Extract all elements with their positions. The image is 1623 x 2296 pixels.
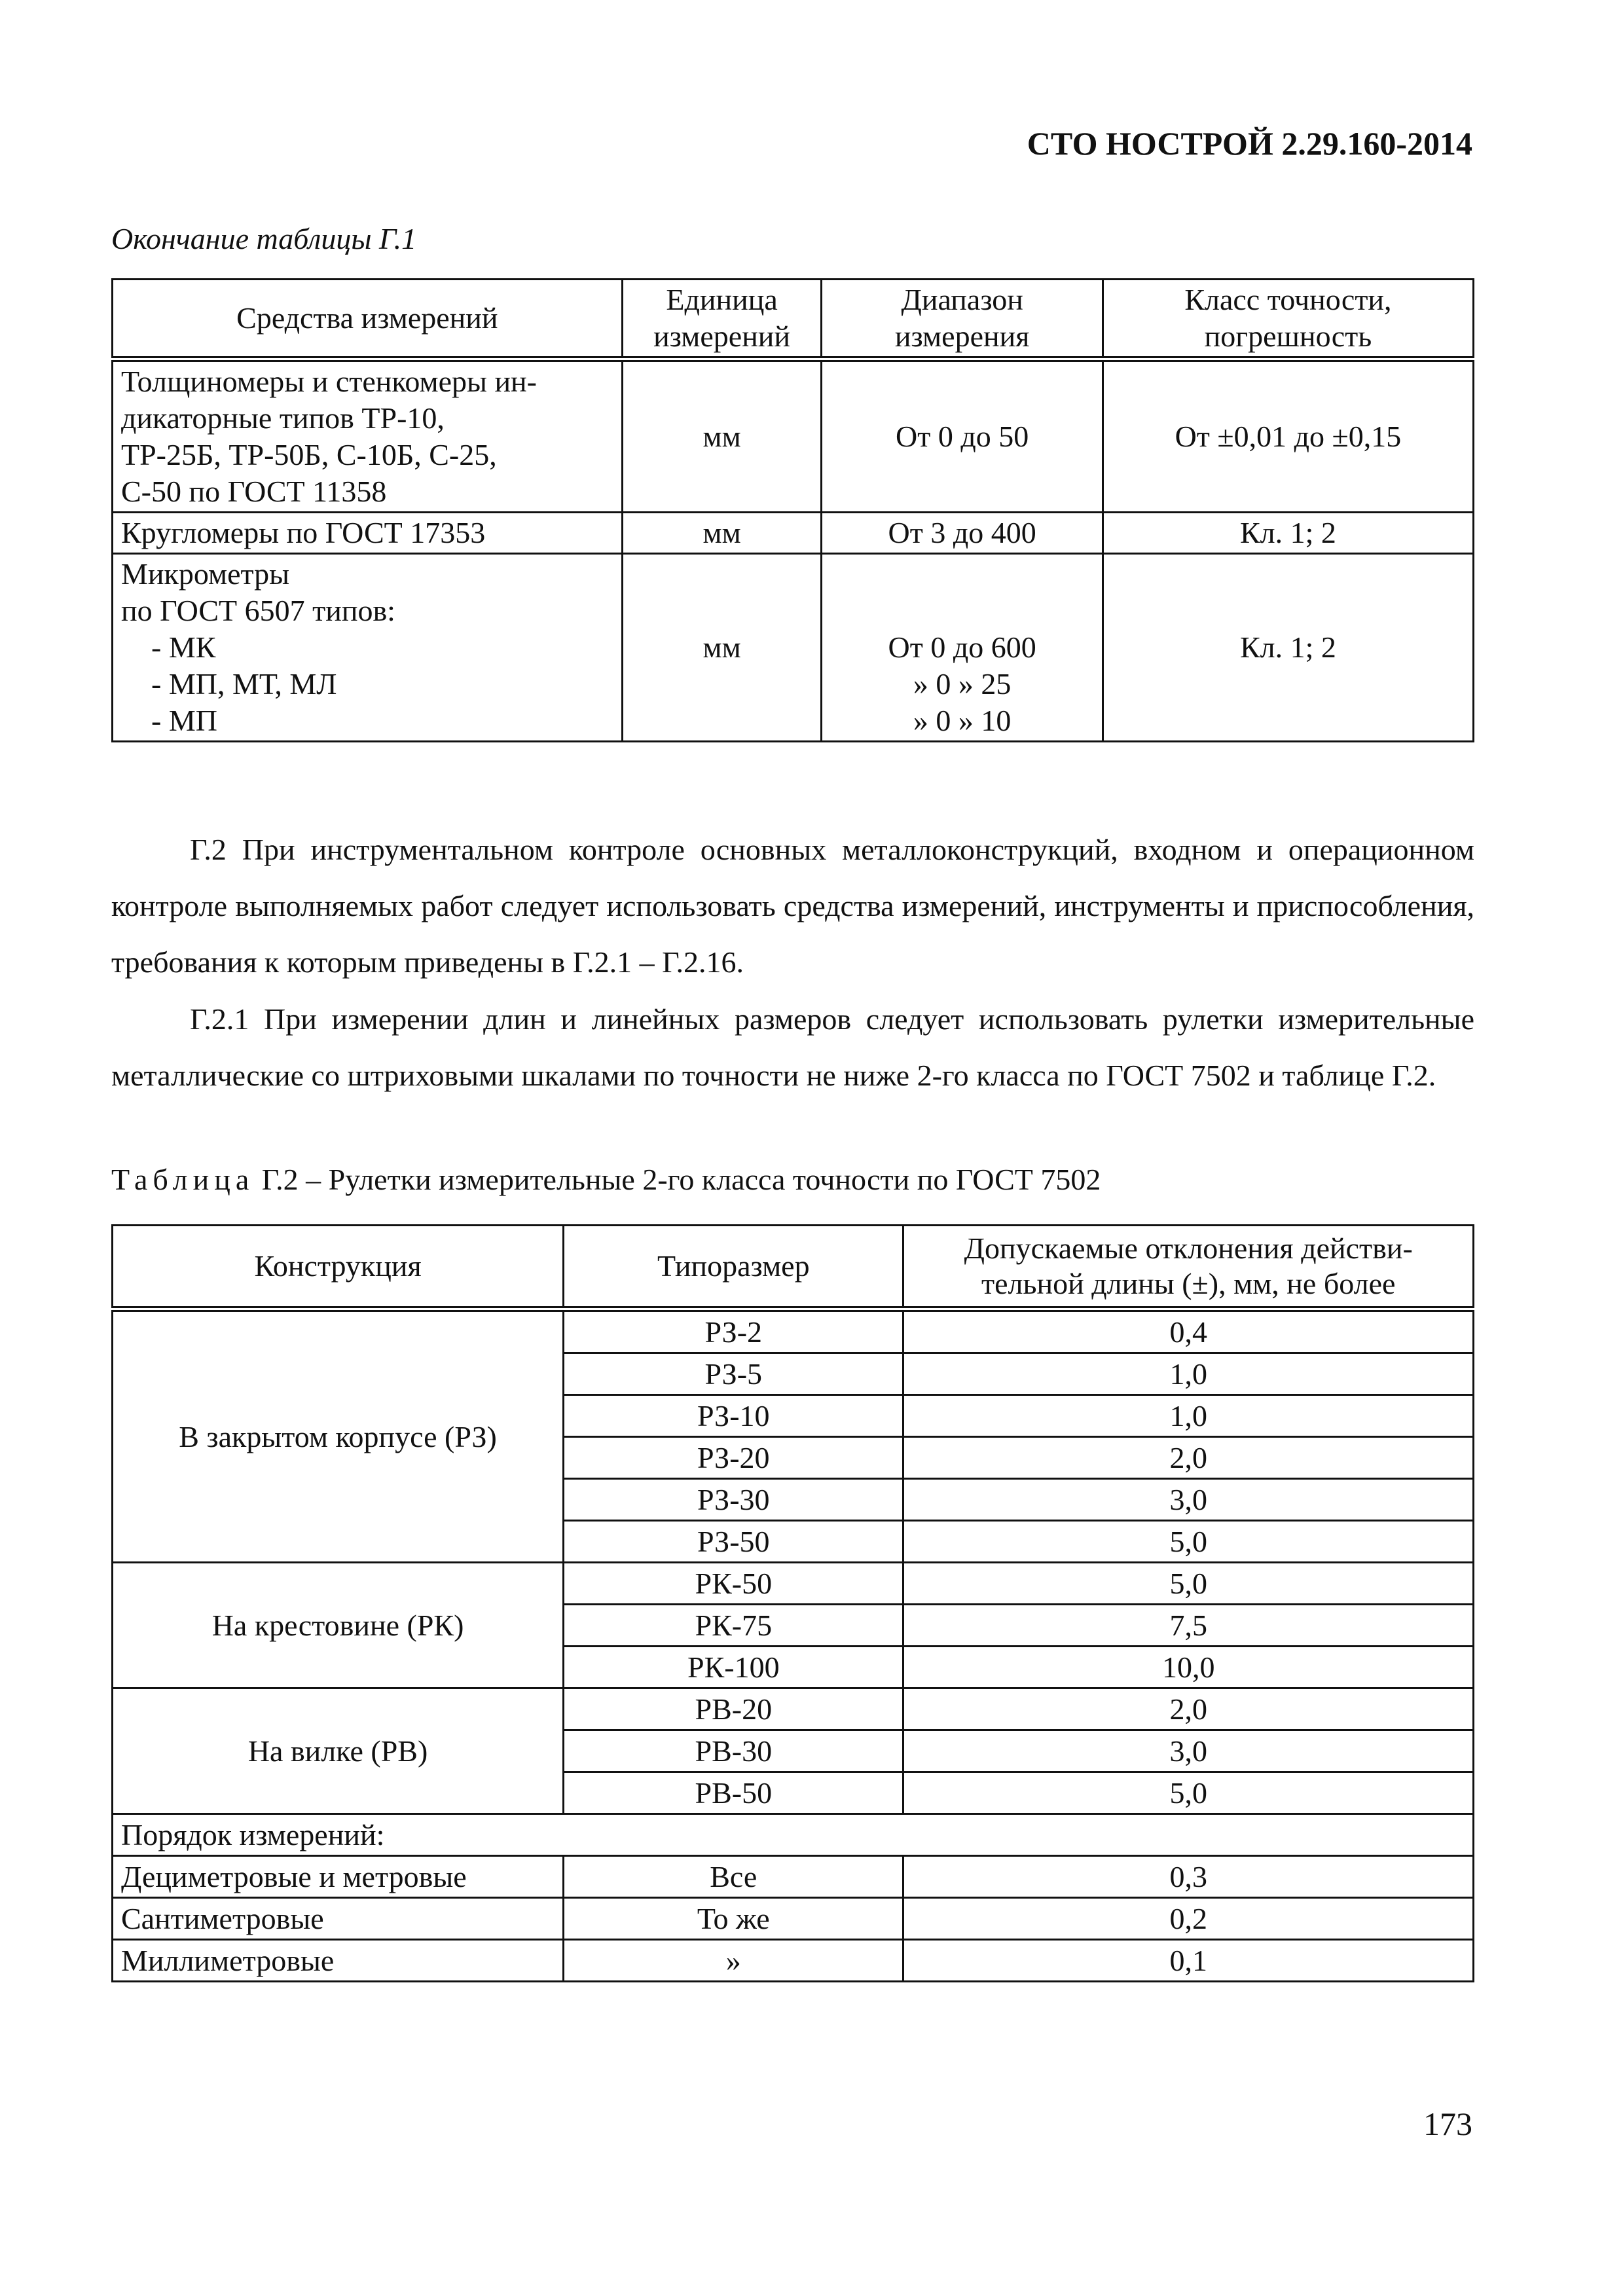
accuracy-cell: Кл. 1; 2 — [1103, 554, 1473, 742]
name-line: дикаторные типов ТР-10, — [121, 401, 445, 435]
deviation-cell: 2,0 — [903, 1437, 1474, 1479]
size-cell: РЗ-5 — [564, 1353, 903, 1395]
range-line: » 0 » 25 — [913, 667, 1012, 701]
t2-header-construction: Конструкция — [113, 1226, 564, 1309]
name-line: С-50 по ГОСТ 11358 — [121, 475, 387, 508]
deviation-cell: 0,2 — [903, 1898, 1474, 1940]
range-line: От 3 до 400 — [888, 516, 1036, 549]
measuring-instruments-table — [111, 278, 1474, 742]
group-name: В закрытом корпусе (РЗ) — [113, 1309, 564, 1563]
page-number: 173 — [1423, 2105, 1472, 2142]
size-cell: РЗ-20 — [564, 1437, 903, 1479]
table-row — [113, 513, 1474, 554]
group-name: На вилке (РВ) — [113, 1688, 564, 1814]
size-cell: РК-100 — [564, 1647, 903, 1688]
name-line: - МК — [121, 630, 216, 664]
unit-cell: мм — [622, 513, 822, 554]
deviation-cell: 1,0 — [903, 1353, 1474, 1395]
size-cell: РЗ-2 — [564, 1309, 903, 1353]
t1-header-accuracy: Класс точности, погрешность — [1103, 280, 1473, 359]
range-cell — [822, 554, 1103, 742]
accuracy-cell: Кл. 1; 2 — [1103, 513, 1473, 554]
range-cell — [822, 359, 1103, 513]
table2-caption-label: Таблица — [111, 1163, 255, 1196]
order-name: Миллиметровые — [113, 1940, 564, 1982]
t2-header-size: Типоразмер — [564, 1226, 903, 1309]
order-label: Порядок измерений: — [113, 1814, 1474, 1856]
size-cell: РВ-50 — [564, 1772, 903, 1814]
deviation-cell: 0,3 — [903, 1856, 1474, 1898]
deviation-cell: 3,0 — [903, 1730, 1474, 1772]
t2-header-deviation — [903, 1226, 1474, 1309]
order-name: Дециметровые и метровые — [113, 1856, 564, 1898]
t1-header-instruments: Средства измерений — [113, 280, 623, 359]
size-cell: РВ-20 — [564, 1688, 903, 1730]
document-code: СТО НОСТРОЙ 2.29.160-2014 — [1027, 125, 1472, 162]
deviation-cell: 1,0 — [903, 1395, 1474, 1437]
size-cell: » — [564, 1940, 903, 1982]
order-name: Сантиметровые — [113, 1898, 564, 1940]
size-cell: РК-50 — [564, 1563, 903, 1605]
t1-header-unit: Единица измерений — [622, 280, 822, 359]
table-row — [113, 1309, 1474, 1353]
paragraph-g2: Г.2 При инструментальном контроле основных металлоконструкций, входном и операционном контроле выполняемых работ следует использовать средства измерений, инструменты и приспособления, требования к которым приведены в Г.2.1 – Г.2.16. — [111, 833, 1474, 979]
table-row — [113, 1898, 1474, 1940]
name-line: по ГОСТ 6507 типов: — [121, 594, 395, 627]
name-line: - МП — [121, 704, 217, 737]
table-row — [113, 359, 1474, 513]
table-row — [113, 1940, 1474, 1982]
deviation-cell: 0,4 — [903, 1309, 1474, 1353]
size-cell: РЗ-30 — [564, 1479, 903, 1521]
deviation-header-line: тельной длины (±), мм, не более — [981, 1267, 1396, 1300]
unit-cell: мм — [622, 359, 822, 513]
size-cell: То же — [564, 1898, 903, 1940]
group-name: На крестовине (РК) — [113, 1563, 564, 1688]
name-line: - МП, МТ, МЛ — [121, 667, 337, 701]
size-cell: РЗ-50 — [564, 1521, 903, 1563]
unit-cell: мм — [622, 554, 822, 742]
table-row — [113, 1856, 1474, 1898]
size-cell: РК-75 — [564, 1605, 903, 1647]
size-cell: РВ-30 — [564, 1730, 903, 1772]
table-row — [113, 554, 1474, 742]
paragraph-g2-1: Г.2.1 При измерении длин и линейных размеров следует использовать рулетки измерительные металлические со штриховыми шкалами по точности не ниже 2-го класса по ГОСТ 7502 и таблице Г.2. — [111, 1002, 1474, 1092]
table-row — [113, 1814, 1474, 1856]
deviation-cell: 2,0 — [903, 1688, 1474, 1730]
accuracy-cell: От ±0,01 до ±0,15 — [1103, 359, 1473, 513]
deviation-cell: 7,5 — [903, 1605, 1474, 1647]
instrument-name — [113, 513, 623, 554]
range-line: » 0 » 10 — [913, 704, 1012, 737]
range-line: От 0 до 600 — [888, 630, 1036, 664]
range-cell — [822, 513, 1103, 554]
deviation-cell: 5,0 — [903, 1772, 1474, 1814]
name-line: Кругломеры по ГОСТ 17353 — [121, 516, 486, 549]
table-row — [113, 1688, 1474, 1730]
deviation-cell: 10,0 — [903, 1647, 1474, 1688]
deviation-header-line: Допускаемые отклонения действи- — [964, 1231, 1413, 1265]
name-line: ТР-25Б, ТР-50Б, С-10Б, С-25, — [121, 438, 497, 471]
table2-caption — [111, 1162, 1101, 1197]
deviation-cell: 5,0 — [903, 1563, 1474, 1605]
deviation-cell: 5,0 — [903, 1521, 1474, 1563]
t1-header-range: Диапазон измерения — [822, 280, 1103, 359]
size-cell: Все — [564, 1856, 903, 1898]
name-line: Микрометры — [121, 557, 290, 591]
table1-caption: Окончание таблицы Г.1 — [111, 222, 417, 255]
table2-caption-text: Г.2 – Рулетки измерительные 2-го класса точности по ГОСТ 7502 — [254, 1163, 1101, 1196]
tape-measures-table — [111, 1224, 1474, 1982]
range-line: От 0 до 50 — [896, 420, 1029, 453]
size-cell: РЗ-10 — [564, 1395, 903, 1437]
deviation-cell: 0,1 — [903, 1940, 1474, 1982]
name-line: Толщиномеры и стенкомеры ин- — [121, 365, 537, 398]
deviation-cell: 3,0 — [903, 1479, 1474, 1521]
instrument-name — [113, 554, 623, 742]
table-row — [113, 1563, 1474, 1605]
instrument-name — [113, 359, 623, 513]
